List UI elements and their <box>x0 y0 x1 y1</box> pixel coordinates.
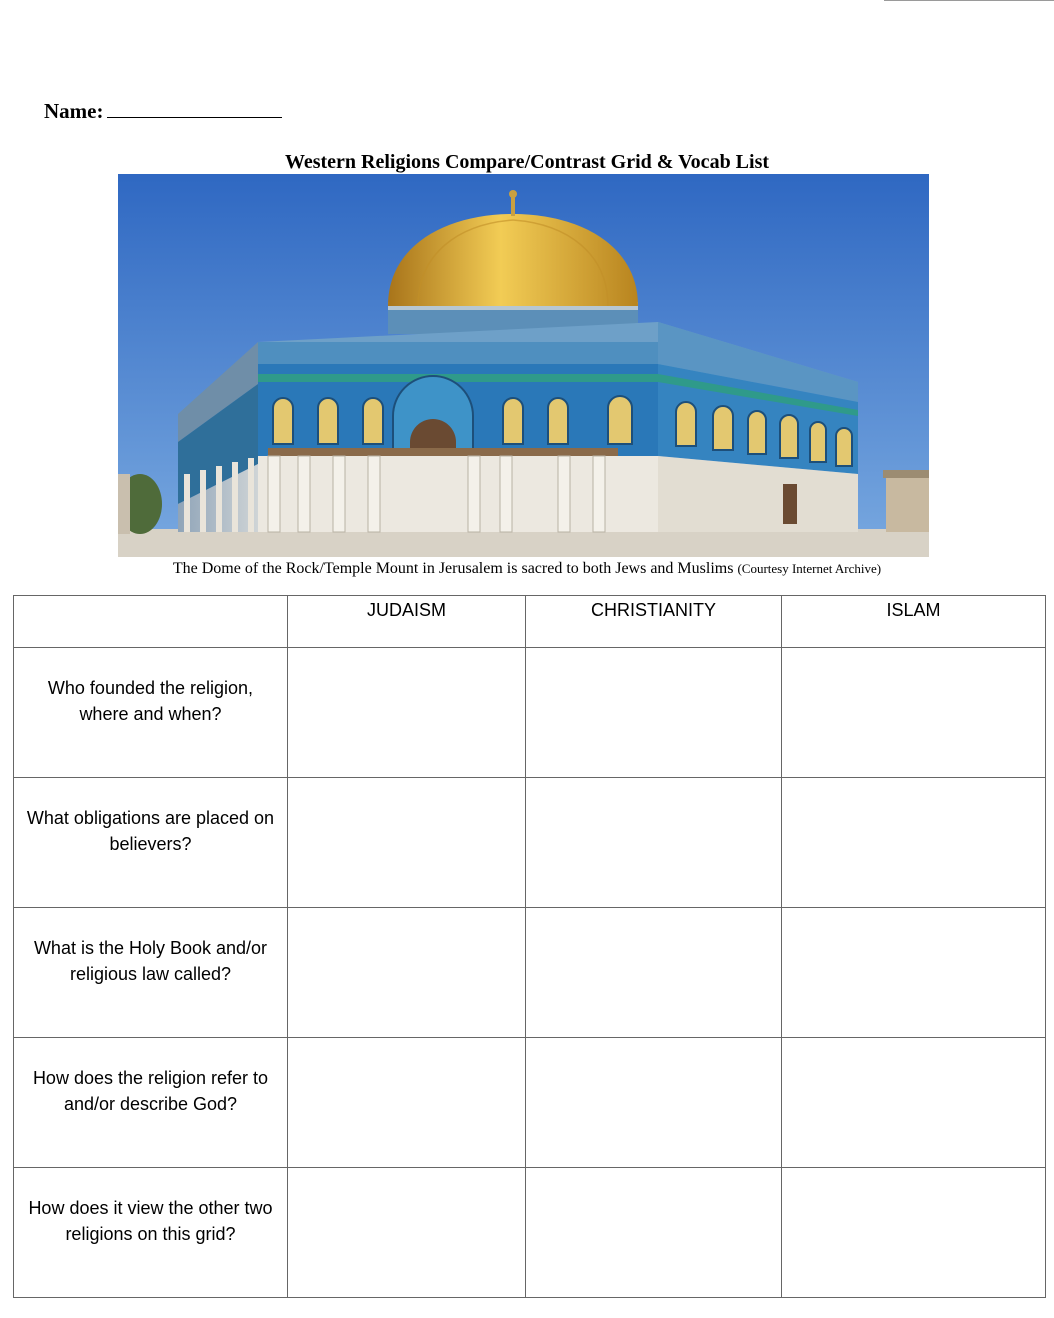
compare-contrast-grid <box>13 595 1046 1298</box>
answer-cell-judaism[interactable] <box>288 1168 526 1298</box>
answer-cell-islam[interactable] <box>782 1038 1046 1168</box>
table-row <box>14 648 1046 778</box>
answer-cell-judaism[interactable] <box>288 908 526 1038</box>
answer-cell-judaism[interactable] <box>288 1038 526 1168</box>
caption-text: The Dome of the Rock/Temple Mount in Jerusalem is sacred to both Jews and Muslims <box>172 560 734 577</box>
name-label: Name: <box>44 99 104 123</box>
answer-cell-judaism[interactable] <box>288 778 526 908</box>
answer-cell-christianity[interactable] <box>526 1038 782 1168</box>
row-question: How does it view the other two religions on this grid? <box>14 1168 288 1298</box>
table-row <box>14 1038 1046 1168</box>
grid-corner-cell <box>14 596 288 648</box>
row-question: What obligations are placed on believers? <box>14 778 288 908</box>
grid-header-row <box>14 596 1046 648</box>
answer-cell-christianity[interactable] <box>526 778 782 908</box>
row-question: What is the Holy Book and/or religious law called? <box>14 908 288 1038</box>
answer-cell-christianity[interactable] <box>526 648 782 778</box>
dome-of-the-rock-photo <box>118 174 929 557</box>
row-question: How does the religion refer to and/or describe God? <box>14 1038 288 1168</box>
answer-cell-islam[interactable] <box>782 908 1046 1038</box>
name-field <box>44 99 282 124</box>
answer-cell-judaism[interactable] <box>288 648 526 778</box>
page-title: Western Religions Compare/Contrast Grid & Vocab List <box>284 151 770 173</box>
page-edge-line <box>884 0 1054 1</box>
table-row <box>14 908 1046 1038</box>
answer-cell-islam[interactable] <box>782 648 1046 778</box>
column-header-judaism: JUDAISM <box>288 596 526 648</box>
column-header-christianity: CHRISTIANITY <box>526 596 782 648</box>
row-question: Who founded the religion, where and when? <box>14 648 288 778</box>
answer-cell-christianity[interactable] <box>526 1168 782 1298</box>
table-row <box>14 778 1046 908</box>
name-blank-line[interactable] <box>107 101 282 118</box>
answer-cell-islam[interactable] <box>782 778 1046 908</box>
photo-caption <box>0 560 1054 578</box>
answer-cell-islam[interactable] <box>782 1168 1046 1298</box>
column-header-islam: ISLAM <box>782 596 1046 648</box>
table-row <box>14 1168 1046 1298</box>
photo-credit: (Courtesy Internet Archive) <box>737 561 882 576</box>
answer-cell-christianity[interactable] <box>526 908 782 1038</box>
